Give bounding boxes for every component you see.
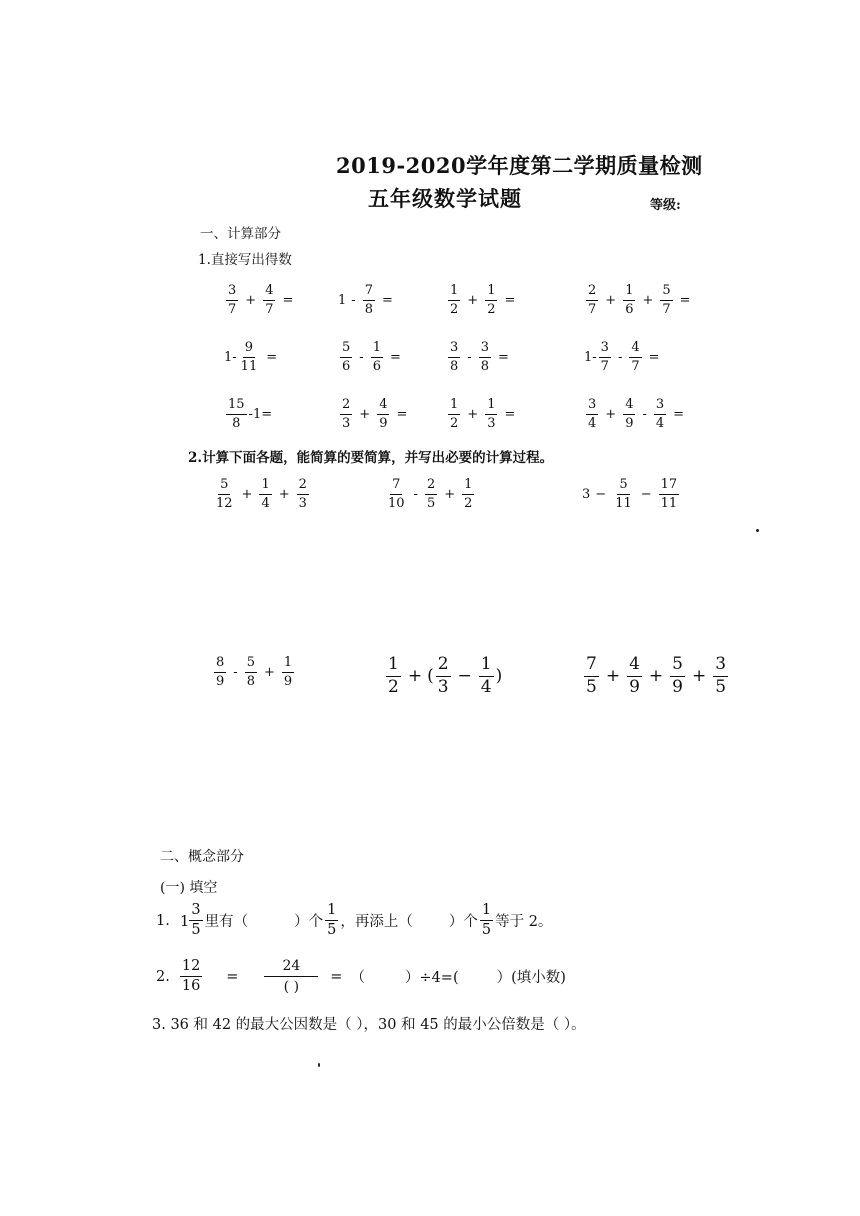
- fill-text: （: [350, 970, 365, 986]
- expr-text: 1: [338, 292, 347, 308]
- calc-item: [446, 398, 520, 430]
- denominator: 4: [655, 415, 665, 431]
- denominator: 2: [388, 676, 399, 697]
- fraction: [623, 398, 635, 430]
- numerator: 3: [226, 284, 238, 301]
- operator: -: [642, 406, 647, 422]
- fraction: [386, 478, 407, 510]
- denominator: 2: [464, 495, 473, 511]
- numerator: 3: [586, 398, 598, 415]
- operator: -: [233, 664, 238, 680]
- numerator: 3: [654, 398, 666, 415]
- operator: =: [497, 349, 509, 365]
- numerator: 3: [713, 656, 728, 677]
- calc-problem: [384, 656, 502, 697]
- operator: −: [595, 486, 607, 502]
- fraction: [239, 341, 260, 373]
- denominator: 3: [342, 415, 351, 431]
- operator: =: [381, 292, 393, 308]
- fraction: [670, 656, 685, 697]
- fraction: [448, 284, 460, 316]
- numerator: 4: [627, 656, 642, 677]
- fraction: [371, 341, 383, 373]
- numerator: 3: [599, 341, 611, 358]
- fill-text: ）÷4=(: [404, 970, 459, 986]
- denominator: 11: [660, 495, 678, 511]
- fill-text: ）(填小数): [496, 970, 566, 986]
- numerator: 5: [340, 341, 352, 358]
- operator: =: [282, 292, 294, 308]
- denominator: 11: [615, 495, 632, 511]
- operator: =: [396, 406, 408, 422]
- operator: +: [263, 664, 275, 680]
- denominator: 8: [450, 358, 459, 374]
- numerator: 1: [282, 656, 294, 673]
- fraction: [479, 656, 494, 697]
- calc-item: [584, 284, 696, 316]
- operator: +: [691, 665, 707, 686]
- operator: =: [648, 349, 660, 365]
- expr-text: -1=: [248, 406, 273, 422]
- numerator: 4: [629, 341, 641, 358]
- denominator: 5: [586, 676, 597, 697]
- numerator: 5: [670, 656, 685, 677]
- fill-question-1: [156, 903, 552, 938]
- calc-item: [338, 341, 406, 373]
- operator: -: [351, 292, 356, 308]
- denominator: 8: [232, 415, 241, 431]
- expr-text: 3: [582, 486, 591, 502]
- denominator: 7: [600, 358, 609, 374]
- numerator: 1: [371, 341, 383, 358]
- calc-item: [446, 341, 514, 373]
- denominator: 7: [265, 301, 274, 317]
- fraction: [448, 398, 460, 430]
- fraction: [226, 284, 238, 316]
- numerator: 1: [623, 284, 635, 301]
- denominator: 3: [298, 495, 307, 511]
- calc-problem: [384, 478, 476, 510]
- numerator: 8: [214, 656, 226, 673]
- page-subtitle: 五年级数学试题: [368, 186, 522, 211]
- operator: +: [642, 292, 654, 308]
- operator: =: [389, 349, 401, 365]
- denominator: 7: [662, 301, 671, 317]
- operator: +: [648, 665, 664, 686]
- numerator: 1: [448, 398, 460, 415]
- denominator: 4: [480, 676, 492, 697]
- expr-text: 1-: [584, 349, 597, 365]
- numerator: 15: [226, 398, 247, 415]
- calc-item: [224, 341, 282, 373]
- numerator: 1: [448, 284, 460, 301]
- fill-text: ）个: [448, 914, 478, 931]
- equals-sign: =: [330, 968, 343, 985]
- numerator: 3: [479, 341, 491, 358]
- denominator: 8: [480, 358, 489, 374]
- operator: −: [457, 665, 472, 686]
- fraction: [613, 478, 634, 510]
- numerator: 5: [660, 284, 672, 301]
- operator: -: [617, 349, 623, 365]
- operator: +: [278, 486, 290, 502]
- fraction: [226, 398, 247, 430]
- question-number: 1.: [156, 912, 170, 929]
- section-heading-calculation: 一、计算部分: [200, 226, 281, 242]
- fraction: [448, 341, 460, 373]
- numerator: 5: [218, 478, 230, 495]
- fraction: [245, 656, 257, 688]
- fraction: [479, 341, 491, 373]
- fill-text: ）个: [294, 914, 324, 931]
- fraction: [214, 478, 235, 510]
- calc-item: [224, 398, 272, 430]
- fraction: [629, 341, 641, 373]
- denominator: 7: [588, 301, 597, 317]
- numerator: 1: [462, 478, 474, 495]
- fill-text: 等于 2。: [495, 914, 553, 931]
- denominator: 4: [261, 495, 270, 511]
- fraction: [586, 398, 598, 430]
- question-number: 2.: [156, 968, 170, 985]
- numerator: 2: [586, 284, 598, 301]
- calc-problem: [212, 656, 296, 688]
- numerator: 2: [340, 398, 352, 415]
- fill-text: ，再添上（: [340, 914, 413, 931]
- denominator: 12: [216, 495, 233, 511]
- fill-question-2: [156, 958, 566, 995]
- denominator: 6: [625, 301, 634, 317]
- numerator: 5: [245, 656, 257, 673]
- fraction: [713, 656, 728, 697]
- fraction: [340, 398, 352, 430]
- numerator: 7: [363, 284, 375, 301]
- numerator: 1: [485, 284, 497, 301]
- operator: =: [266, 349, 278, 365]
- fraction: [436, 656, 451, 697]
- operator: +: [241, 486, 253, 502]
- numerator: 4: [623, 398, 635, 415]
- calc-item: [224, 284, 298, 316]
- denominator: 2: [487, 301, 496, 317]
- denominator: 2: [450, 415, 459, 431]
- denominator: 9: [629, 676, 640, 697]
- numerator: 2: [436, 656, 451, 677]
- numerator: 1: [259, 478, 271, 495]
- calc-problem: [582, 656, 730, 697]
- numerator: 4: [263, 284, 275, 301]
- fraction: [386, 656, 401, 697]
- blank-denominator-fraction[interactable]: $\frac{24}{( )}$: [264, 958, 318, 995]
- denominator: 4: [588, 415, 597, 431]
- fraction: [259, 478, 271, 510]
- denominator: 9: [379, 415, 388, 431]
- question-2-title: 2.计算下面各题，能简算的要简算，并写出必要的计算过程。: [188, 450, 554, 466]
- operator: +: [444, 486, 456, 502]
- operator: -: [359, 349, 364, 365]
- speck-mark: [756, 529, 759, 532]
- numerator: 4: [377, 398, 389, 415]
- denominator: 3: [437, 676, 449, 697]
- numerator: 5: [617, 478, 629, 495]
- fraction: [282, 656, 294, 688]
- denominator: 9: [283, 673, 293, 689]
- operator: +: [605, 665, 621, 686]
- denominator: 7: [228, 301, 237, 317]
- denominator: 6: [372, 358, 381, 374]
- fraction: [377, 398, 389, 430]
- numerator: 1: [479, 656, 494, 677]
- fraction: [659, 478, 680, 510]
- calc-item: [584, 398, 689, 430]
- question-1-title: 1.直接写出得数: [198, 252, 292, 268]
- operator: +: [245, 292, 257, 308]
- fraction: [627, 656, 642, 697]
- denominator: 9: [625, 415, 634, 431]
- numerator: 7: [584, 656, 599, 677]
- unit-fraction: $\frac{1}{5}$: [481, 902, 492, 939]
- denominator: 5: [426, 495, 436, 511]
- operator: -: [467, 349, 472, 365]
- fraction: [462, 478, 474, 510]
- expr-text: 1-: [224, 349, 237, 365]
- numerator: 2: [297, 478, 309, 495]
- fraction: [584, 656, 599, 697]
- numerator: 1: [485, 398, 497, 415]
- grade-label: 等级:: [650, 198, 681, 213]
- operator: +: [407, 665, 423, 686]
- operator: =: [504, 292, 516, 308]
- page-title: 2019-2020学年度第二学期质量检测: [336, 153, 703, 178]
- section-heading-concepts: 二、概念部分: [160, 849, 244, 865]
- mixed-number-fraction: $\frac{3}{5}$: [191, 902, 201, 939]
- denominator: 11: [240, 358, 258, 374]
- fraction: [485, 398, 497, 430]
- operator: +: [467, 406, 479, 422]
- expr-text: (: [427, 665, 434, 686]
- numerator: 3: [448, 341, 460, 358]
- calc-problem: [582, 478, 681, 510]
- denominator: 5: [715, 676, 727, 697]
- numerator: 7: [390, 478, 402, 495]
- fraction: [297, 478, 309, 510]
- numerator: 17: [659, 478, 680, 495]
- fraction: [660, 284, 672, 316]
- calc-item: [338, 398, 412, 430]
- denominator: 6: [342, 358, 351, 374]
- numerator: 2: [425, 478, 437, 495]
- fraction: [485, 284, 497, 316]
- operator: −: [640, 486, 652, 502]
- denominator: 2: [450, 301, 459, 317]
- denominator: 9: [216, 673, 225, 689]
- fraction: [623, 284, 635, 316]
- fraction: [425, 478, 437, 510]
- operator: =: [673, 406, 685, 422]
- denominator: 10: [388, 495, 405, 511]
- fraction: [363, 284, 375, 316]
- calc-item: [338, 284, 398, 316]
- expr-text: ): [495, 665, 503, 686]
- speck-mark: [318, 1063, 320, 1067]
- fraction: [654, 398, 666, 430]
- numerator: 9: [243, 341, 255, 358]
- denominator: 9: [672, 676, 683, 697]
- calc-problem: [212, 478, 311, 510]
- fill-blank-heading: (一) 填空: [160, 880, 218, 896]
- calc-item: [584, 341, 665, 373]
- fraction: [586, 284, 598, 316]
- denominator: 8: [246, 673, 255, 689]
- operator: +: [605, 406, 617, 422]
- denominator: 7: [631, 358, 640, 374]
- numerator: 1: [386, 656, 401, 677]
- operator: =: [679, 292, 691, 308]
- fraction: [263, 284, 275, 316]
- fraction: [340, 341, 352, 373]
- mixed-number-whole: 1: [179, 911, 190, 930]
- fill-question-3: 3. 36 和 42 的最大公因数是（ ），30 和 45 的最小公倍数是（ ）。: [152, 1017, 586, 1033]
- fraction: [214, 656, 226, 688]
- fill-text: 里有（: [204, 914, 249, 931]
- equals-sign: =: [226, 968, 239, 985]
- fraction: [599, 341, 611, 373]
- unit-fraction: $\frac{1}{5}$: [327, 902, 337, 939]
- operator: +: [467, 292, 479, 308]
- given-fraction: $\frac{12}{16}$: [181, 957, 201, 994]
- operator: -: [413, 486, 418, 502]
- denominator: 3: [487, 415, 496, 431]
- denominator: 8: [364, 301, 373, 317]
- operator: +: [605, 292, 617, 308]
- operator: +: [359, 406, 371, 422]
- calc-item: [446, 284, 520, 316]
- operator: =: [504, 406, 516, 422]
